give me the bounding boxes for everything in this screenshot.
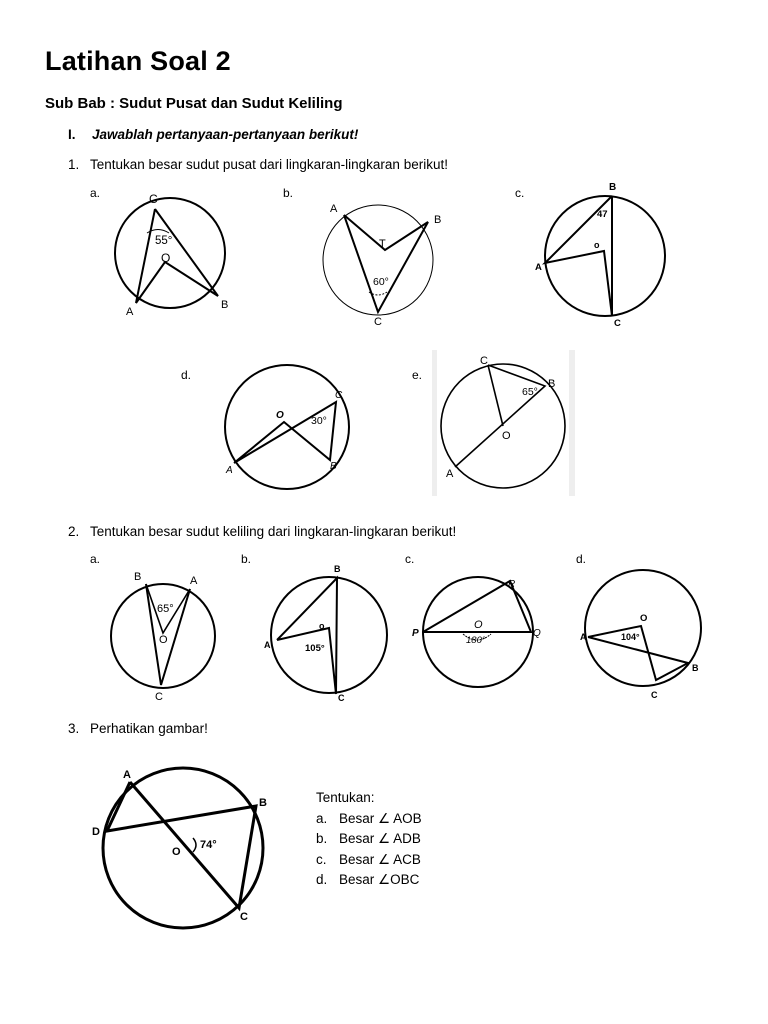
point-label: A <box>330 203 338 215</box>
angle-label: 180° <box>466 635 486 646</box>
point-label: C <box>651 690 658 700</box>
point-label: O <box>640 613 648 624</box>
point-label: R <box>508 579 516 590</box>
point-label: O <box>159 634 168 646</box>
q1-item-c-label: c. <box>515 186 525 200</box>
question-3-number: 3. <box>68 721 80 736</box>
point-label: B <box>609 182 617 193</box>
point-label: A <box>126 306 134 318</box>
circle <box>323 205 433 315</box>
scan-edge <box>432 350 437 496</box>
tentukan-item-text: Besar ∠ AOB <box>339 810 422 826</box>
point-label: B <box>330 461 337 472</box>
angle-label: 55° <box>155 235 173 247</box>
point-label: O <box>474 619 483 631</box>
q1-item-b-label: b. <box>283 186 294 200</box>
point-label: C <box>338 693 345 703</box>
figure-q1-e <box>432 350 575 496</box>
q2-item-b-label: b. <box>241 552 252 566</box>
point-label: C <box>374 316 382 328</box>
point-label: A <box>123 769 131 781</box>
figure-q1-b <box>323 203 441 328</box>
point-label: B <box>134 571 142 583</box>
point-label: O <box>502 430 511 442</box>
point-label: C <box>149 192 158 206</box>
question-2-number: 2. <box>68 524 80 539</box>
angle-label: 105° <box>305 643 325 654</box>
point-label: O <box>276 410 284 421</box>
angle-label: 65° <box>157 603 174 615</box>
question-1-text: Tentukan besar sudut pusat dari lingkaran-lingkaran berikut! <box>90 157 448 172</box>
point-label: C <box>240 911 248 923</box>
question-1-number: 1. <box>68 157 80 172</box>
figure-q2-b <box>264 564 387 703</box>
angle-label: 104° <box>621 632 640 642</box>
figure-q1-a <box>115 192 228 318</box>
tentukan-item-index: a. <box>316 810 328 826</box>
q1-item-a-label: a. <box>90 186 101 200</box>
q1-item-e-label: e. <box>412 368 423 382</box>
figure-q3 <box>92 768 267 928</box>
point-label: O <box>161 251 171 265</box>
point-label: B <box>334 564 341 574</box>
point-label: B <box>548 378 556 390</box>
point-label: O <box>172 846 181 858</box>
angle-arc <box>193 838 196 852</box>
figure-lines <box>344 215 428 312</box>
point-label: C <box>614 318 621 329</box>
point-label: A <box>535 262 542 273</box>
instruction-text: Jawablah pertanyaan-pertanyaan berikut! <box>92 127 359 142</box>
angle-label: 60° <box>373 276 389 288</box>
figure-q2-a <box>111 571 215 703</box>
angle-label: 47 <box>597 209 608 220</box>
point-label: P <box>412 628 419 639</box>
worksheet-title: Latihan Soal 2 <box>45 46 231 76</box>
point-label: B <box>221 299 229 311</box>
angle-label: 30° <box>311 415 327 427</box>
point-label: A <box>190 575 198 587</box>
point-label: C <box>155 691 163 703</box>
point-label: o <box>594 240 600 250</box>
point-label: B <box>259 797 267 809</box>
tentukan-item-index: c. <box>316 851 327 867</box>
scan-edge <box>569 350 575 496</box>
figure-q1-d <box>225 365 349 489</box>
figure-q2-c <box>412 577 541 687</box>
question-3-text: Perhatikan gambar! <box>90 721 208 736</box>
circle <box>585 570 701 686</box>
tentukan-item-index: b. <box>316 831 328 846</box>
tentukan-item-index: d. <box>316 872 328 887</box>
figure-q2-d <box>580 570 701 700</box>
point-label: A <box>580 632 587 642</box>
tentukan-item-text: Besar ∠ ACB <box>339 851 421 867</box>
point-label: T <box>379 238 386 250</box>
figure-q1-c <box>535 182 665 329</box>
point-label: A <box>446 468 454 480</box>
radius-line <box>488 365 503 426</box>
q2-item-c-label: c. <box>405 552 415 566</box>
angle-label: 74° <box>200 839 217 851</box>
tentukan-item-text: Besar ∠ ADB <box>339 831 421 846</box>
point-label: D <box>92 826 100 838</box>
q1-item-d-label: d. <box>181 368 192 382</box>
point-label: Q <box>533 628 541 639</box>
point-label: B <box>692 663 699 673</box>
point-label: B <box>434 214 442 226</box>
point-label: o <box>319 621 325 631</box>
instruction-number: I. <box>68 127 76 142</box>
q2-item-d-label: d. <box>576 552 587 566</box>
point-label: C <box>480 355 488 367</box>
point-label: C <box>335 390 343 401</box>
point-label: A <box>264 640 271 650</box>
sub-chapter-heading: Sub Bab : Sudut Pusat dan Sudut Keliling <box>45 95 343 112</box>
figure-lines <box>136 209 218 303</box>
angle-label: 65° <box>522 386 538 398</box>
question-2-text: Tentukan besar sudut keliling dari lingkaran-lingkaran berikut! <box>90 524 457 539</box>
q2-item-a-label: a. <box>90 552 101 566</box>
tentukan-heading: Tentukan: <box>316 790 375 805</box>
figure-lines <box>107 782 256 908</box>
point-label: A <box>226 465 233 476</box>
tentukan-item-text: Besar ∠OBC <box>339 872 420 887</box>
figure-lines <box>234 402 336 463</box>
